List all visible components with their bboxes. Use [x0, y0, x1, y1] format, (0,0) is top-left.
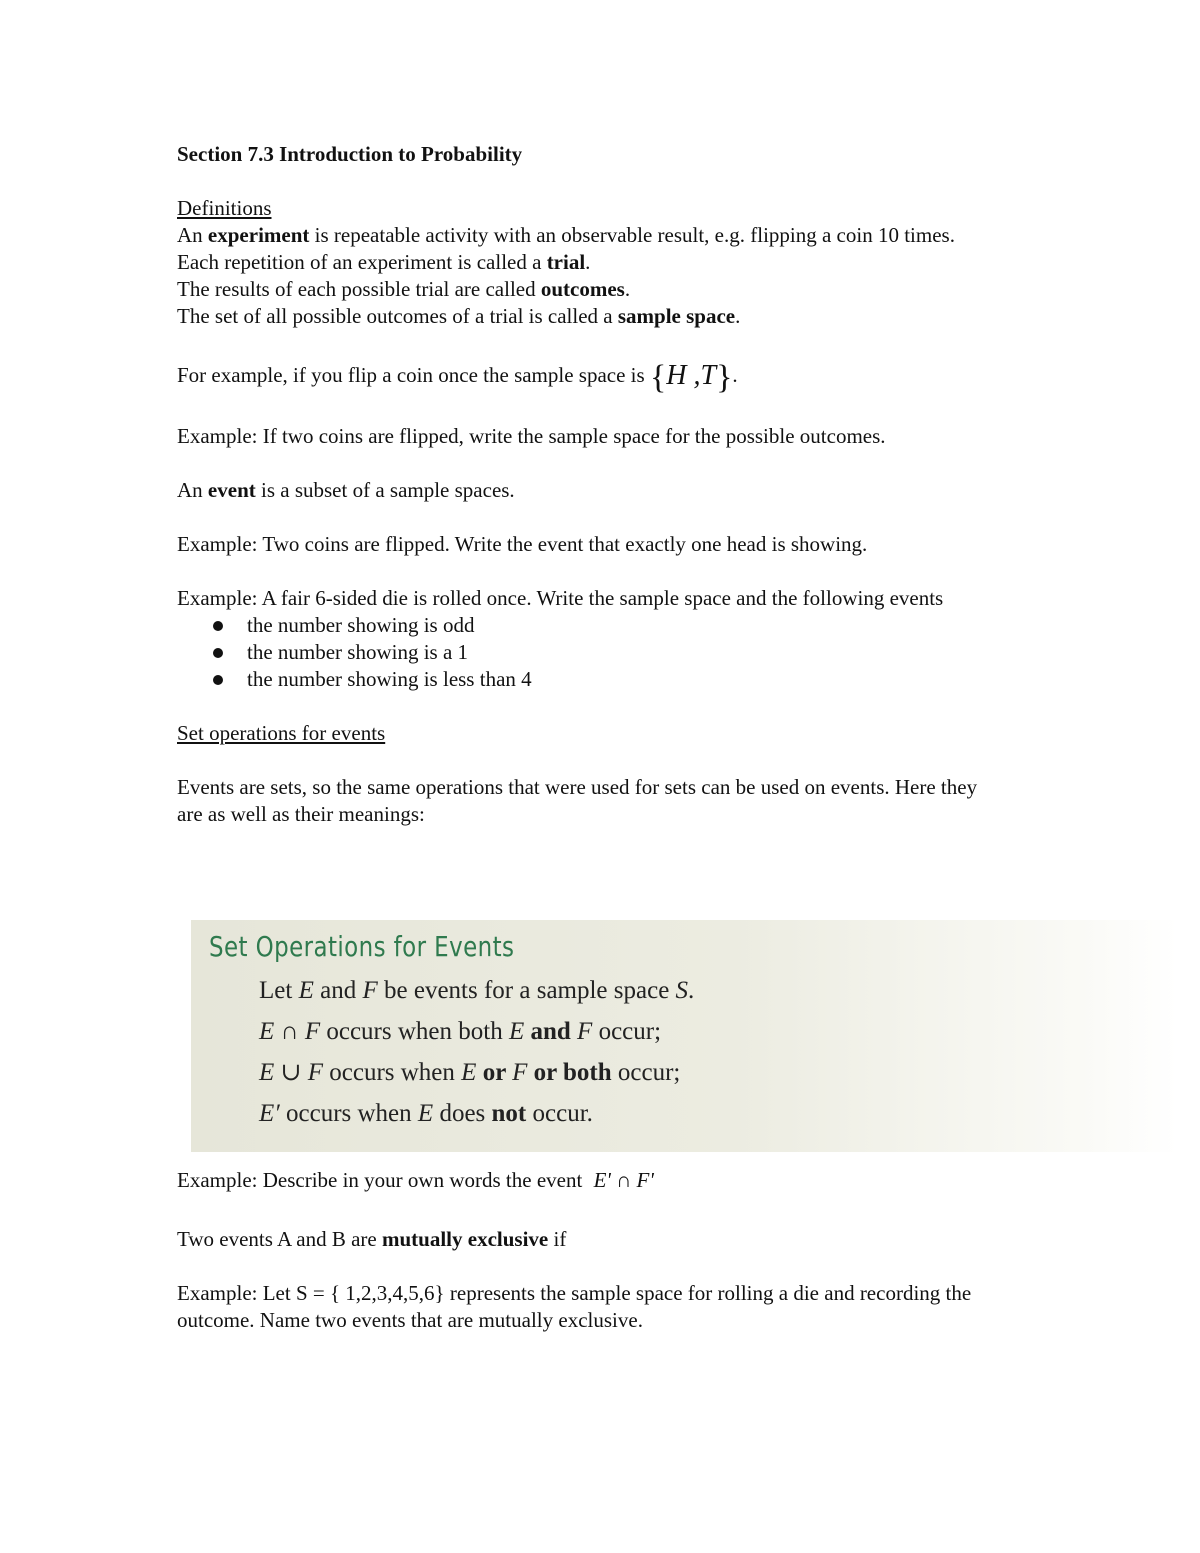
document-body-lower: [177, 1167, 1007, 1334]
set-operations-heading: Set operations for events: [177, 721, 386, 745]
example-complement: Example: Describe in your own words the event E' ∩ F': [177, 1168, 654, 1192]
list-item: the number showing is odd: [177, 612, 1007, 639]
example-two-coins: Example: If two coins are flipped, write the sample space for the possible outcomes.: [177, 424, 886, 448]
definition-outcomes: The results of each possible trial are called outcomes.: [177, 277, 631, 301]
definition-trial: Each repetition of an experiment is called a trial.: [177, 250, 591, 274]
mutually-exclusive-definition: Two events A and B are mutually exclusive if: [177, 1227, 567, 1251]
box-lines: [259, 970, 694, 1134]
example-one-head: Example: Two coins are flipped. Write the event that exactly one head is showing.: [177, 532, 868, 556]
section-title: Section 7.3 Introduction to Probability: [177, 142, 523, 166]
coin-example: For example, if you flip a coin once the sample space is {H ,T}.: [177, 359, 738, 396]
box-line-2: E ∩ F occurs when both E and F occur;: [259, 1018, 662, 1045]
bullet-icon: [213, 675, 223, 685]
box-title: Set Operations for Events: [209, 930, 515, 963]
example-mutually-exclusive: Example: Let S = { 1,2,3,4,5,6} represents the sample space for rolling a die and recording the outcome. Name two events that are mutually exclusive.: [177, 1281, 972, 1332]
bullet-icon: [213, 648, 223, 658]
definition-sample-space: The set of all possible outcomes of a trial is called a sample space.: [177, 304, 741, 328]
example-die: Example: A fair 6-sided die is rolled once. Write the sample space and the following events: [177, 586, 944, 610]
box-line-1: Let E and F be events for a sample space S.: [259, 977, 695, 1004]
document-body: [177, 141, 1007, 828]
event-bullet-list: [177, 612, 1007, 693]
definitions-heading: Definitions: [177, 196, 272, 220]
set-operations-intro: Events are sets, so the same operations that were used for sets can be used on events. Here they are as well as their meanings:: [177, 775, 978, 826]
definition-experiment: An experiment is repeatable activity with an observable result, e.g. flipping a coin 10 times.: [177, 223, 955, 247]
event-definition: An event is a subset of a sample spaces.: [177, 478, 515, 502]
box-line-4: E′ occurs when E does not occur.: [259, 1100, 593, 1127]
box-line-3: E ∪ F occurs when E or F or both occur;: [259, 1059, 681, 1086]
set-operations-box: [191, 920, 1178, 1152]
bullet-icon: [213, 621, 223, 631]
list-item: the number showing is a 1: [177, 639, 1007, 666]
list-item: the number showing is less than 4: [177, 666, 1007, 693]
